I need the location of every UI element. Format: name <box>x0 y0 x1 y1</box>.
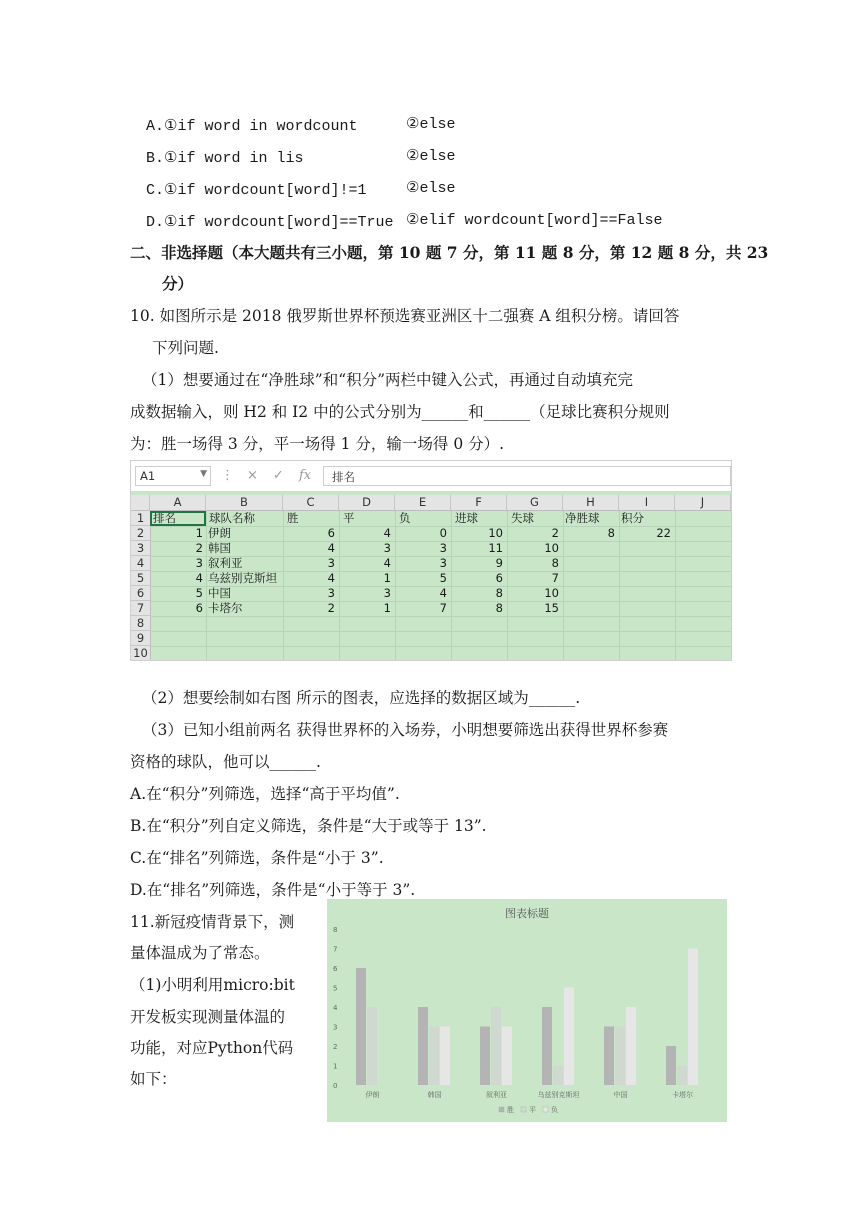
y-tick-label: 2 <box>333 1043 338 1051</box>
formula-value: 排名 <box>332 470 355 484</box>
chart-plot <box>327 899 727 1122</box>
legend-label: 平 <box>529 1106 536 1114</box>
chevron-down-icon[interactable]: ▼ <box>200 469 207 479</box>
cell-loss[interactable]: 5 <box>439 571 447 585</box>
option-code-1: ①if wordcount[word]==True <box>164 214 394 231</box>
legend-swatch <box>499 1107 504 1112</box>
column-header[interactable]: F <box>451 495 507 510</box>
bar-平 <box>615 1027 625 1086</box>
x-tick-label: 卡塔尔 <box>672 1091 693 1099</box>
question-10-option-a: A.在“积分”列筛选，选择“高于平均值”. <box>130 785 400 803</box>
column-header[interactable]: G <box>507 495 563 510</box>
row-header[interactable]: 10 <box>131 646 150 661</box>
cell-team[interactable]: 中国 <box>208 586 231 600</box>
cell-loss[interactable]: 4 <box>439 586 447 600</box>
cell-rank[interactable]: 6 <box>195 601 203 615</box>
question-10-option-d: D.在“排名”列筛选，条件是“小于等于 3”. <box>130 881 416 899</box>
column-header[interactable]: A <box>150 495 206 510</box>
x-tick-label: 韩国 <box>427 1091 442 1099</box>
selected-cell <box>150 511 206 526</box>
section-heading: 二、非选择题（本大题共有三小题，第 10 题 7 分，第 11 题 8 分，第 12 题 8 分，共 23 <box>130 243 769 262</box>
column-headers <box>131 495 731 511</box>
option-code-2: ②else <box>406 180 456 197</box>
question-10-part-1-cont: 成数据输入，则 H2 和 I2 中的公式分别为______和______（足球比赛积分规则 <box>130 403 670 421</box>
legend-label: 胜 <box>507 1106 514 1114</box>
option-letter: D. <box>146 214 165 231</box>
row-header[interactable]: 9 <box>131 631 150 646</box>
question-11-part-1-cont: 开发板实现测量体温的 <box>130 1008 286 1026</box>
formula-input[interactable] <box>323 466 731 486</box>
question-10-text: 10. 如图所示是 2018 俄罗斯世界杯预选赛亚洲区十二强赛 A 组积分榜。请回答 <box>130 307 680 325</box>
cell-goals-against[interactable]: 7 <box>551 571 559 585</box>
cell-goals-for[interactable]: 8 <box>495 601 503 615</box>
question-10-part-3: （3）已知小组前两名 获得世界杯的入场券，小明想要筛选出获得世界杯参赛 <box>142 721 669 739</box>
option-code-1: ①if wordcount[word]!=1 <box>164 182 367 199</box>
cell-win[interactable]: 4 <box>327 541 335 555</box>
option-a <box>146 114 456 138</box>
question-11-part-1-cont: 如下： <box>130 1070 177 1088</box>
option-code-1: ①if word in wordcount <box>164 118 358 135</box>
option-letter: A. <box>146 118 165 135</box>
column-header[interactable]: D <box>339 495 395 510</box>
option-letter: B. <box>146 150 165 167</box>
cell-goals-against[interactable]: 10 <box>544 541 559 555</box>
cell-goals-for[interactable]: 6 <box>495 571 503 585</box>
bar-平 <box>553 1066 563 1086</box>
name-box[interactable] <box>135 466 211 486</box>
cell-draw[interactable]: 3 <box>383 586 391 600</box>
bar-负 <box>502 1027 512 1086</box>
cell-draw[interactable]: 1 <box>383 601 391 615</box>
row-header[interactable]: 8 <box>131 616 150 631</box>
row-header[interactable]: 6 <box>131 586 150 601</box>
column-header[interactable]: B <box>206 495 283 510</box>
cell-goals-against[interactable]: 8 <box>551 556 559 570</box>
column-header[interactable]: J <box>675 495 731 510</box>
cell-header-goal-diff[interactable]: 净胜球 <box>565 511 600 525</box>
cell-loss[interactable]: 7 <box>439 601 447 615</box>
cell-goals-against[interactable]: 15 <box>544 601 559 615</box>
row-header[interactable]: 1 <box>131 511 150 526</box>
cell-header-goals-against[interactable]: 失球 <box>511 511 534 525</box>
x-tick-label: 乌兹别克斯坦 <box>537 1091 580 1099</box>
row-header[interactable]: 5 <box>131 571 150 586</box>
option-letter: C. <box>146 182 165 199</box>
y-tick-label: 5 <box>333 984 338 993</box>
question-10-part-1: （1）想要通过在“净胜球”和“积分”两栏中键入公式，再通过自动填充完 <box>142 371 634 389</box>
question-10-part-3-cont: 资格的球队，他可以______. <box>130 753 321 771</box>
cell-loss[interactable]: 3 <box>439 541 447 555</box>
row-headers <box>131 511 151 661</box>
bar-胜 <box>604 1027 614 1086</box>
bar-负 <box>626 1007 636 1085</box>
cell-goals-for[interactable]: 8 <box>495 586 503 600</box>
bar-平 <box>491 1007 501 1085</box>
option-code-2: ②else <box>406 116 456 133</box>
row-header[interactable]: 3 <box>131 541 150 556</box>
question-11-text-cont: 量体温成为了常态。 <box>130 944 270 962</box>
y-tick-label: 0 <box>333 1082 338 1090</box>
cell-win[interactable]: 2 <box>327 601 335 615</box>
cell-team[interactable]: 卡塔尔 <box>208 601 243 615</box>
legend-label: 负 <box>551 1106 558 1114</box>
bar-平 <box>429 1027 439 1086</box>
cell-goals-against[interactable]: 10 <box>544 586 559 600</box>
cell-loss[interactable]: 3 <box>439 556 447 570</box>
cell-header-draw[interactable]: 平 <box>343 511 355 525</box>
legend-swatch <box>521 1107 526 1112</box>
y-tick-label: 4 <box>333 1004 338 1012</box>
cell-win[interactable]: 3 <box>327 556 335 570</box>
y-tick-label: 8 <box>333 926 338 934</box>
cell-goals-against[interactable]: 2 <box>551 526 559 540</box>
cancel-icon[interactable]: × <box>247 468 258 483</box>
section-heading-cont: 分） <box>162 274 194 293</box>
bar-胜 <box>480 1027 490 1086</box>
cell-rank[interactable]: 5 <box>195 586 203 600</box>
option-d <box>146 210 663 234</box>
function-icon[interactable]: fx <box>299 468 312 483</box>
cell-header-loss[interactable]: 负 <box>399 511 411 525</box>
cell-draw[interactable]: 4 <box>383 526 391 540</box>
cell-rank[interactable]: 1 <box>195 526 203 540</box>
y-tick-label: 7 <box>333 945 338 954</box>
option-c <box>146 178 456 202</box>
cell-team[interactable]: 韩国 <box>208 541 231 555</box>
bar-负 <box>688 949 698 1086</box>
y-tick-label: 3 <box>333 1023 338 1032</box>
question-10-part-1-cont: 为：胜一场得 3 分，平一场得 1 分，输一场得 0 分）. <box>130 435 505 453</box>
bar-胜 <box>418 1007 428 1085</box>
column-header[interactable]: E <box>395 495 451 510</box>
bar-胜 <box>356 968 366 1085</box>
x-tick-label: 中国 <box>613 1091 628 1099</box>
cell-header-goals-for[interactable]: 进球 <box>455 511 478 525</box>
cell-draw[interactable]: 3 <box>383 541 391 555</box>
question-10-part-2: （2）想要绘制如右图 所示的图表，应选择的数据区域为______. <box>142 689 581 707</box>
question-11-part-1-cont: 功能，对应Python代码 <box>130 1039 294 1057</box>
more-options-icon: ⋮ <box>221 468 234 483</box>
cell-draw[interactable]: 4 <box>383 556 391 570</box>
column-header[interactable]: H <box>563 495 619 510</box>
confirm-icon[interactable]: ✓ <box>273 468 284 483</box>
bar-平 <box>367 1007 377 1085</box>
cell-goals-for[interactable]: 11 <box>488 541 503 555</box>
question-10-option-c: C.在“排名”列筛选，条件是“小于 3”. <box>130 849 384 867</box>
cell-win[interactable]: 3 <box>327 586 335 600</box>
cell-header-win[interactable]: 胜 <box>287 511 299 525</box>
bar-平 <box>677 1066 687 1086</box>
question-11-part-1: （1)小明利用micro:bit <box>130 976 295 994</box>
cell-goals-for[interactable]: 10 <box>488 526 503 540</box>
cell-points[interactable]: 22 <box>656 526 671 540</box>
x-tick-label: 伊朗 <box>365 1091 380 1099</box>
cell-goal-diff[interactable]: 8 <box>607 526 615 540</box>
legend-swatch <box>543 1107 548 1112</box>
cell-win[interactable]: 4 <box>327 571 335 585</box>
cell-header-rank[interactable]: 排名 <box>153 511 176 525</box>
cell-rank[interactable]: 2 <box>195 541 203 555</box>
bar-负 <box>440 1027 450 1086</box>
spreadsheet <box>130 460 732 661</box>
cell-rank[interactable]: 4 <box>195 571 203 585</box>
cell-header-points[interactable]: 积分 <box>621 511 644 525</box>
row-header[interactable]: 2 <box>131 526 150 541</box>
x-tick-label: 叙利亚 <box>486 1091 507 1099</box>
row-header[interactable]: 4 <box>131 556 150 571</box>
chart-title: 图表标题 <box>505 907 549 920</box>
cell-loss[interactable]: 0 <box>439 526 447 540</box>
y-tick-label: 1 <box>333 1062 338 1071</box>
corner-cell[interactable] <box>131 495 150 510</box>
option-code-2: ②elif wordcount[word]==False <box>406 212 663 229</box>
question-10-text-cont: 下列问题. <box>152 339 219 357</box>
y-tick-label: 6 <box>333 965 338 973</box>
bar-胜 <box>666 1046 676 1085</box>
row-header[interactable]: 7 <box>131 601 150 616</box>
cell-rank[interactable]: 3 <box>195 556 203 570</box>
cell-team[interactable]: 乌兹别克斯坦 <box>208 571 277 585</box>
column-header[interactable]: C <box>283 495 339 510</box>
cell-team[interactable]: 伊朗 <box>208 526 231 540</box>
option-code-1: ①if word in lis <box>164 150 304 167</box>
formula-bar <box>131 461 731 492</box>
name-box-value: A1 <box>140 469 156 483</box>
cell-team[interactable]: 叙利亚 <box>208 556 243 570</box>
option-code-2: ②else <box>406 148 456 165</box>
question-10-option-b: B.在“积分”列自定义筛选，条件是“大于或等于 13”. <box>130 817 487 835</box>
bar-负 <box>564 988 574 1086</box>
bar-chart <box>327 899 727 1122</box>
question-11-text: 11.新冠疫情背景下，测 <box>130 913 295 931</box>
option-b <box>146 146 456 170</box>
column-header[interactable]: I <box>619 495 675 510</box>
cell-draw[interactable]: 1 <box>383 571 391 585</box>
bar-胜 <box>542 1007 552 1085</box>
cell-header-team[interactable]: 球队名称 <box>209 511 255 525</box>
cell-win[interactable]: 6 <box>327 526 335 540</box>
cell-goals-for[interactable]: 9 <box>495 556 503 570</box>
